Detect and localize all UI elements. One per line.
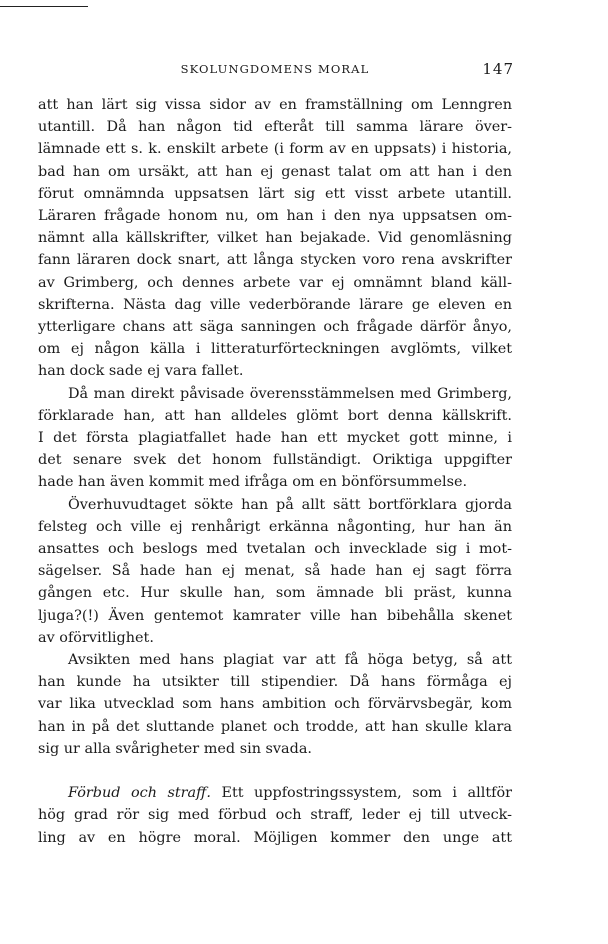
text-line: Överhuvudtaget sökte han på allt sätt bortförklara gjorda [68, 496, 512, 513]
text-line: ljuga?(!) Även gentemot kamrater ville han bibehålla skenet [38, 607, 512, 624]
text-line: fann läraren dock snart, att långa stycken voro rena avskrifter [38, 252, 512, 269]
text-line: förklarade han, att han alldeles glömt bort denna källskrift. [38, 407, 512, 424]
text-line: han dock sade ej vara fallet. [38, 363, 244, 380]
paragraph [38, 494, 512, 649]
running-title: SKOLUNGDOMENS MORAL [180, 62, 370, 76]
text-line: av oförvitlighet. [38, 629, 154, 646]
text-line: Läraren frågade honom nu, om han i den nya uppsatsen om- [38, 208, 512, 225]
text-line: ling av en högre moral. Möjligen kommer den unge att [38, 829, 512, 846]
paragraphs [38, 94, 512, 760]
text-line: lämnade ett s. k. enskilt arbete (i form av en uppsats) i historia, [38, 141, 512, 158]
text-line: skrifterna. Nästa dag ville vederbörande lärare ge eleven en [38, 296, 512, 313]
paragraph [38, 94, 512, 383]
text-line: hög grad rör sig med förbud och straff, leder ej till utveck- [38, 807, 512, 824]
corner-rule [0, 6, 88, 7]
text-line: var lika utvecklad som hans ambition och förvärvsbegär, kom [38, 696, 512, 713]
paragraph [38, 383, 512, 494]
page-number: 147 [482, 60, 514, 78]
text-line: I det första plagiatfallet hade han ett mycket gott minne, i [38, 430, 512, 447]
text-line: förut omnämnda uppsatsen lärt sig ett visst arbete utantill. [38, 185, 512, 202]
section-first-line [38, 782, 512, 804]
section-heading: Förbud och straff. [68, 785, 211, 802]
text-line: av Grimberg, och dennes arbete var ej omnämnt bland käll- [38, 274, 512, 291]
text-line: Då man direkt påvisade överensstämmelsen med Grimberg, [68, 385, 512, 402]
running-head [38, 62, 512, 80]
text-line: han kunde ha utsikter till stipendier. Då hans förmåga ej [38, 674, 512, 691]
body-text [38, 94, 512, 849]
section-gap [38, 760, 512, 782]
text-line: sig ur alla svårigheter med sin svada. [38, 740, 312, 757]
text-line: om ej någon källa i litteraturförteckningen avglömts, vilket [38, 341, 512, 358]
section-lines [38, 804, 512, 848]
text-line: han in på det sluttande planet och trodde, att han skulle klara [38, 718, 512, 735]
text-line: sägelser. Så hade han ej menat, så hade han ej sagt förra [38, 563, 512, 580]
text-line: ytterligare chans att säga sanningen och frågade därför ånyo, [38, 319, 512, 336]
text-line: utantill. Då han någon tid efteråt till samma lärare över- [38, 119, 512, 136]
text-line: nämnt alla källskrifter, vilket han bejakade. Vid genomläsning [38, 230, 512, 247]
section-first-line-text: Ett uppfostringssystem, som i alltför [221, 785, 512, 802]
text-line: att han lärt sig vissa sidor av en framställning om Lenngren [38, 97, 512, 113]
text-line: Avsikten med hans plagiat var att få höga betyg, så att [68, 652, 512, 669]
text-line: det senare svek det honom fullständigt. Oriktiga uppgifter [38, 452, 512, 469]
paragraph [38, 649, 512, 760]
text-line: felsteg och ville ej renhårigt erkänna någonting, hur han än [38, 518, 512, 535]
text-line: bad han om ursäkt, att han ej genast talat om att han i den [38, 163, 512, 180]
section [38, 782, 512, 849]
text-line: hade han även kommit med ifråga om en bönförsummelse. [38, 474, 468, 491]
text-line: gången etc. Hur skulle han, som ämnade bli präst, kunna [38, 585, 512, 602]
text-line: ansattes och beslogs med tvetalan och invecklade sig i mot- [38, 541, 512, 558]
